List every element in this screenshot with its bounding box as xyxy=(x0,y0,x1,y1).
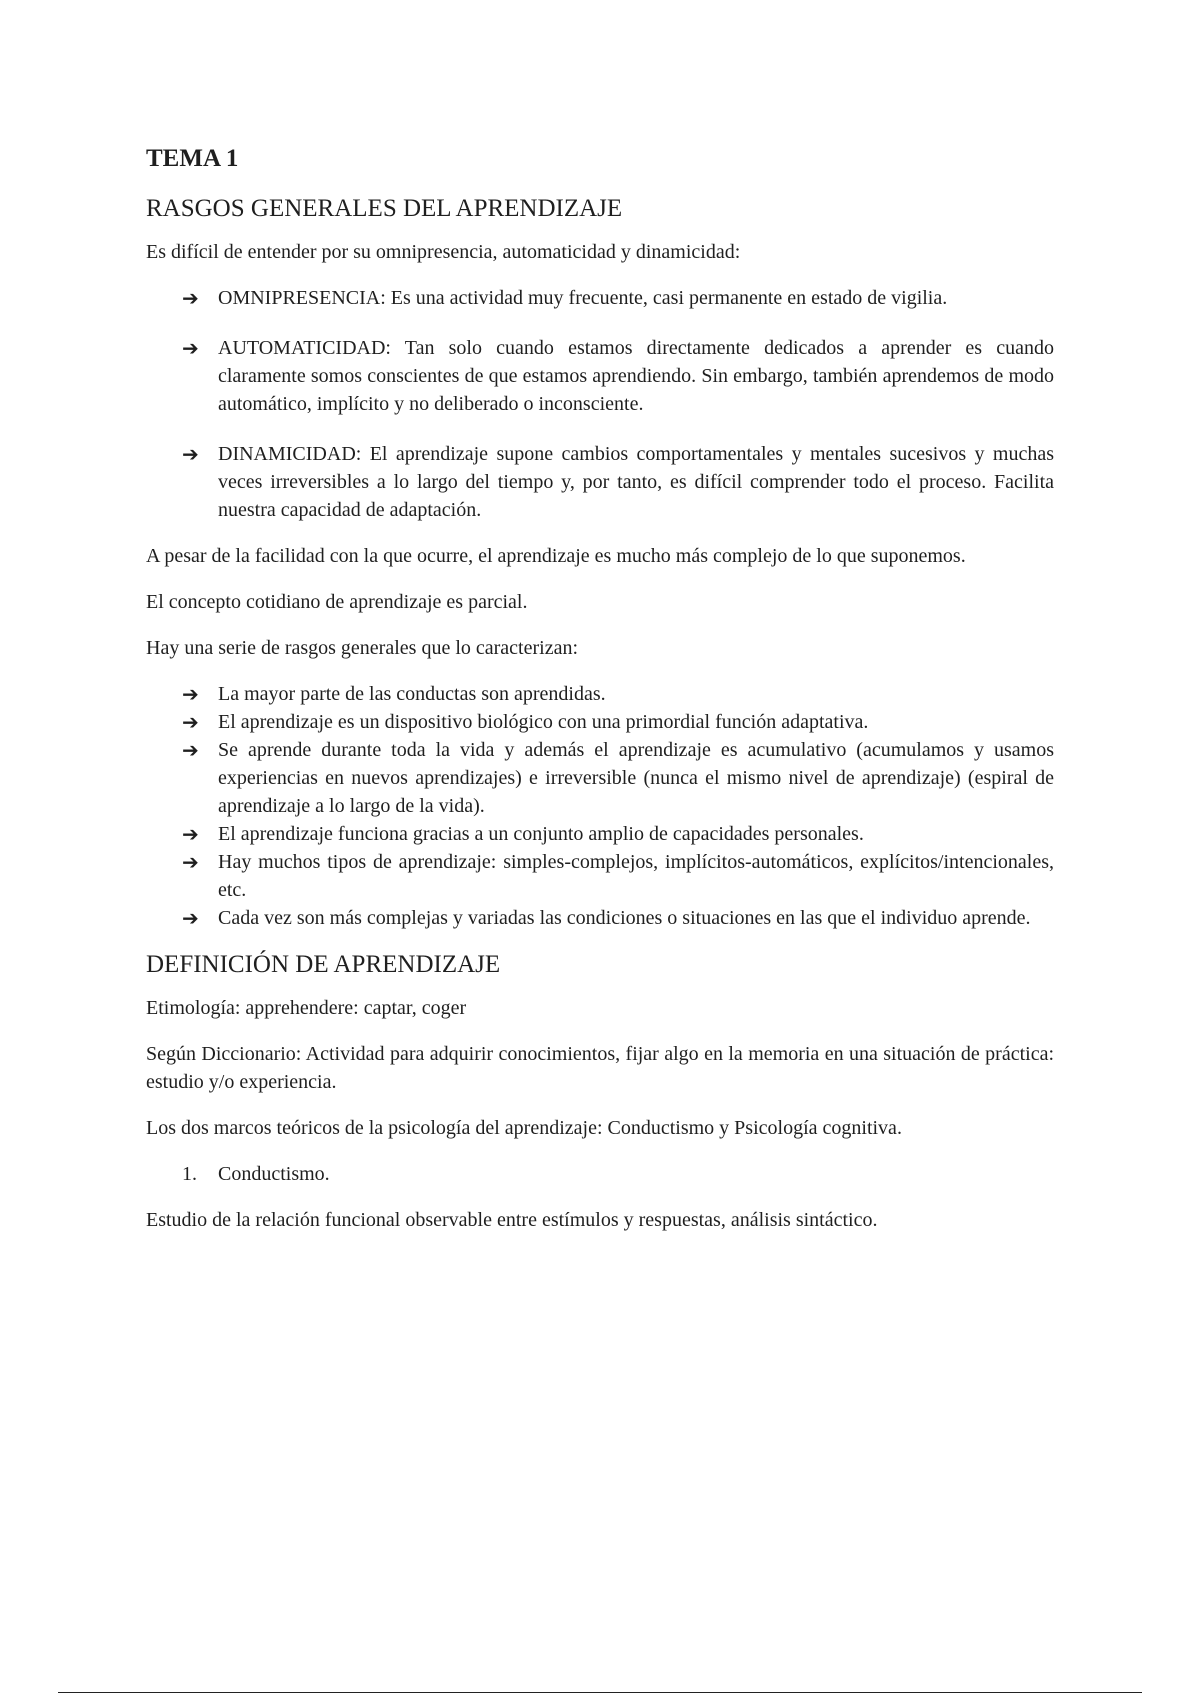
frameworks-paragraph: Los dos marcos teóricos de la psicología del aprendizaje: Conductismo y Psicología cognitiva. xyxy=(146,1117,902,1139)
list-item: ➔ La mayor parte de las conductas son aprendidas. xyxy=(182,682,606,706)
list-item: ➔ El aprendizaje funciona gracias a un conjunto amplio de capacidades personales. xyxy=(182,822,864,846)
intro-paragraph: Es difícil de entender por su omnipresencia, automaticidad y dinamicidad: xyxy=(146,241,741,263)
arrow-bullet-icon: ➔ xyxy=(182,336,199,360)
traits-list xyxy=(146,680,1054,932)
topic-title: TEMA 1 xyxy=(146,145,239,172)
list-item: ➔ Hay muchos tipos de aprendizaje: simples-complejos, implícitos-automáticos, explícitos/intencionales, etc. xyxy=(182,850,1054,901)
dictionary-paragraph: Según Diccionario: Actividad para adquirir conocimientos, fijar algo en la memoria en una situación de práctica: estudio y/o experiencia. xyxy=(146,1043,1054,1093)
traits-intro-paragraph: Hay una serie de rasgos generales que lo caracterizan: xyxy=(146,637,579,659)
partial-concept-paragraph: El concepto cotidiano de aprendizaje es parcial. xyxy=(146,591,528,613)
etymology-paragraph: Etimología: apprehendere: captar, coger xyxy=(146,997,467,1019)
list-number: 1. xyxy=(182,1163,197,1185)
arrow-bullet-icon: ➔ xyxy=(182,442,199,466)
list-item: 1. Conductismo. xyxy=(218,1160,1054,1188)
section-heading-rasgos: RASGOS GENERALES DEL APRENDIZAJE xyxy=(146,195,623,222)
list-item: ➔ El aprendizaje es un dispositivo biológico con una primordial función adaptativa. xyxy=(182,710,869,734)
list-item: ➔ Cada vez son más complejas y variadas las condiciones o situaciones en las que el individuo aprende. xyxy=(182,906,1031,930)
arrow-bullet-icon: ➔ xyxy=(182,822,199,846)
complexity-paragraph: A pesar de la facilidad con la que ocurre, el aprendizaje es mucho más complejo de lo que suponemos. xyxy=(146,545,966,567)
arrow-bullet-icon: ➔ xyxy=(182,286,199,310)
section-heading-definicion: DEFINICIÓN DE APRENDIZAJE xyxy=(146,951,501,978)
numbered-list xyxy=(146,1160,1054,1188)
footer-divider xyxy=(58,1692,1142,1693)
arrow-bullet-icon: ➔ xyxy=(182,850,199,874)
list-item: ➔ Se aprende durante toda la vida y además el aprendizaje es acumulativo (acumulamos y usamos experiencias en nuevos aprendizajes) e irreversible (nunca el mismo nivel de aprendizaje) (espiral de aprendizaje a lo largo de la vida). xyxy=(182,738,1054,817)
conductismo-definition-paragraph: Estudio de la relación funcional observable entre estímulos y respuestas, análisis sintáctico. xyxy=(146,1209,878,1231)
list-item: ➔ AUTOMATICIDAD: Tan solo cuando estamos directamente dedicados a aprender es cuando claramente somos conscientes de que estamos aprendiendo. Sin embargo, también aprendemos de modo automático, implícito y no deliberado o inconsciente. xyxy=(182,336,1054,415)
features-list xyxy=(146,284,1054,524)
arrow-bullet-icon: ➔ xyxy=(182,906,199,930)
arrow-bullet-icon: ➔ xyxy=(182,710,199,734)
list-item: ➔ OMNIPRESENCIA: Es una actividad muy frecuente, casi permanente en estado de vigilia. xyxy=(182,286,948,310)
arrow-bullet-icon: ➔ xyxy=(182,682,199,706)
list-item: ➔ DINAMICIDAD: El aprendizaje supone cambios comportamentales y mentales sucesivos y muchas veces irreversibles a lo largo del tiempo y, por tanto, es difícil comprender todo el proceso. Facilita nuestra capacidad de adaptación. xyxy=(182,442,1054,521)
arrow-bullet-icon: ➔ xyxy=(182,738,199,762)
document-page xyxy=(146,144,1054,1252)
